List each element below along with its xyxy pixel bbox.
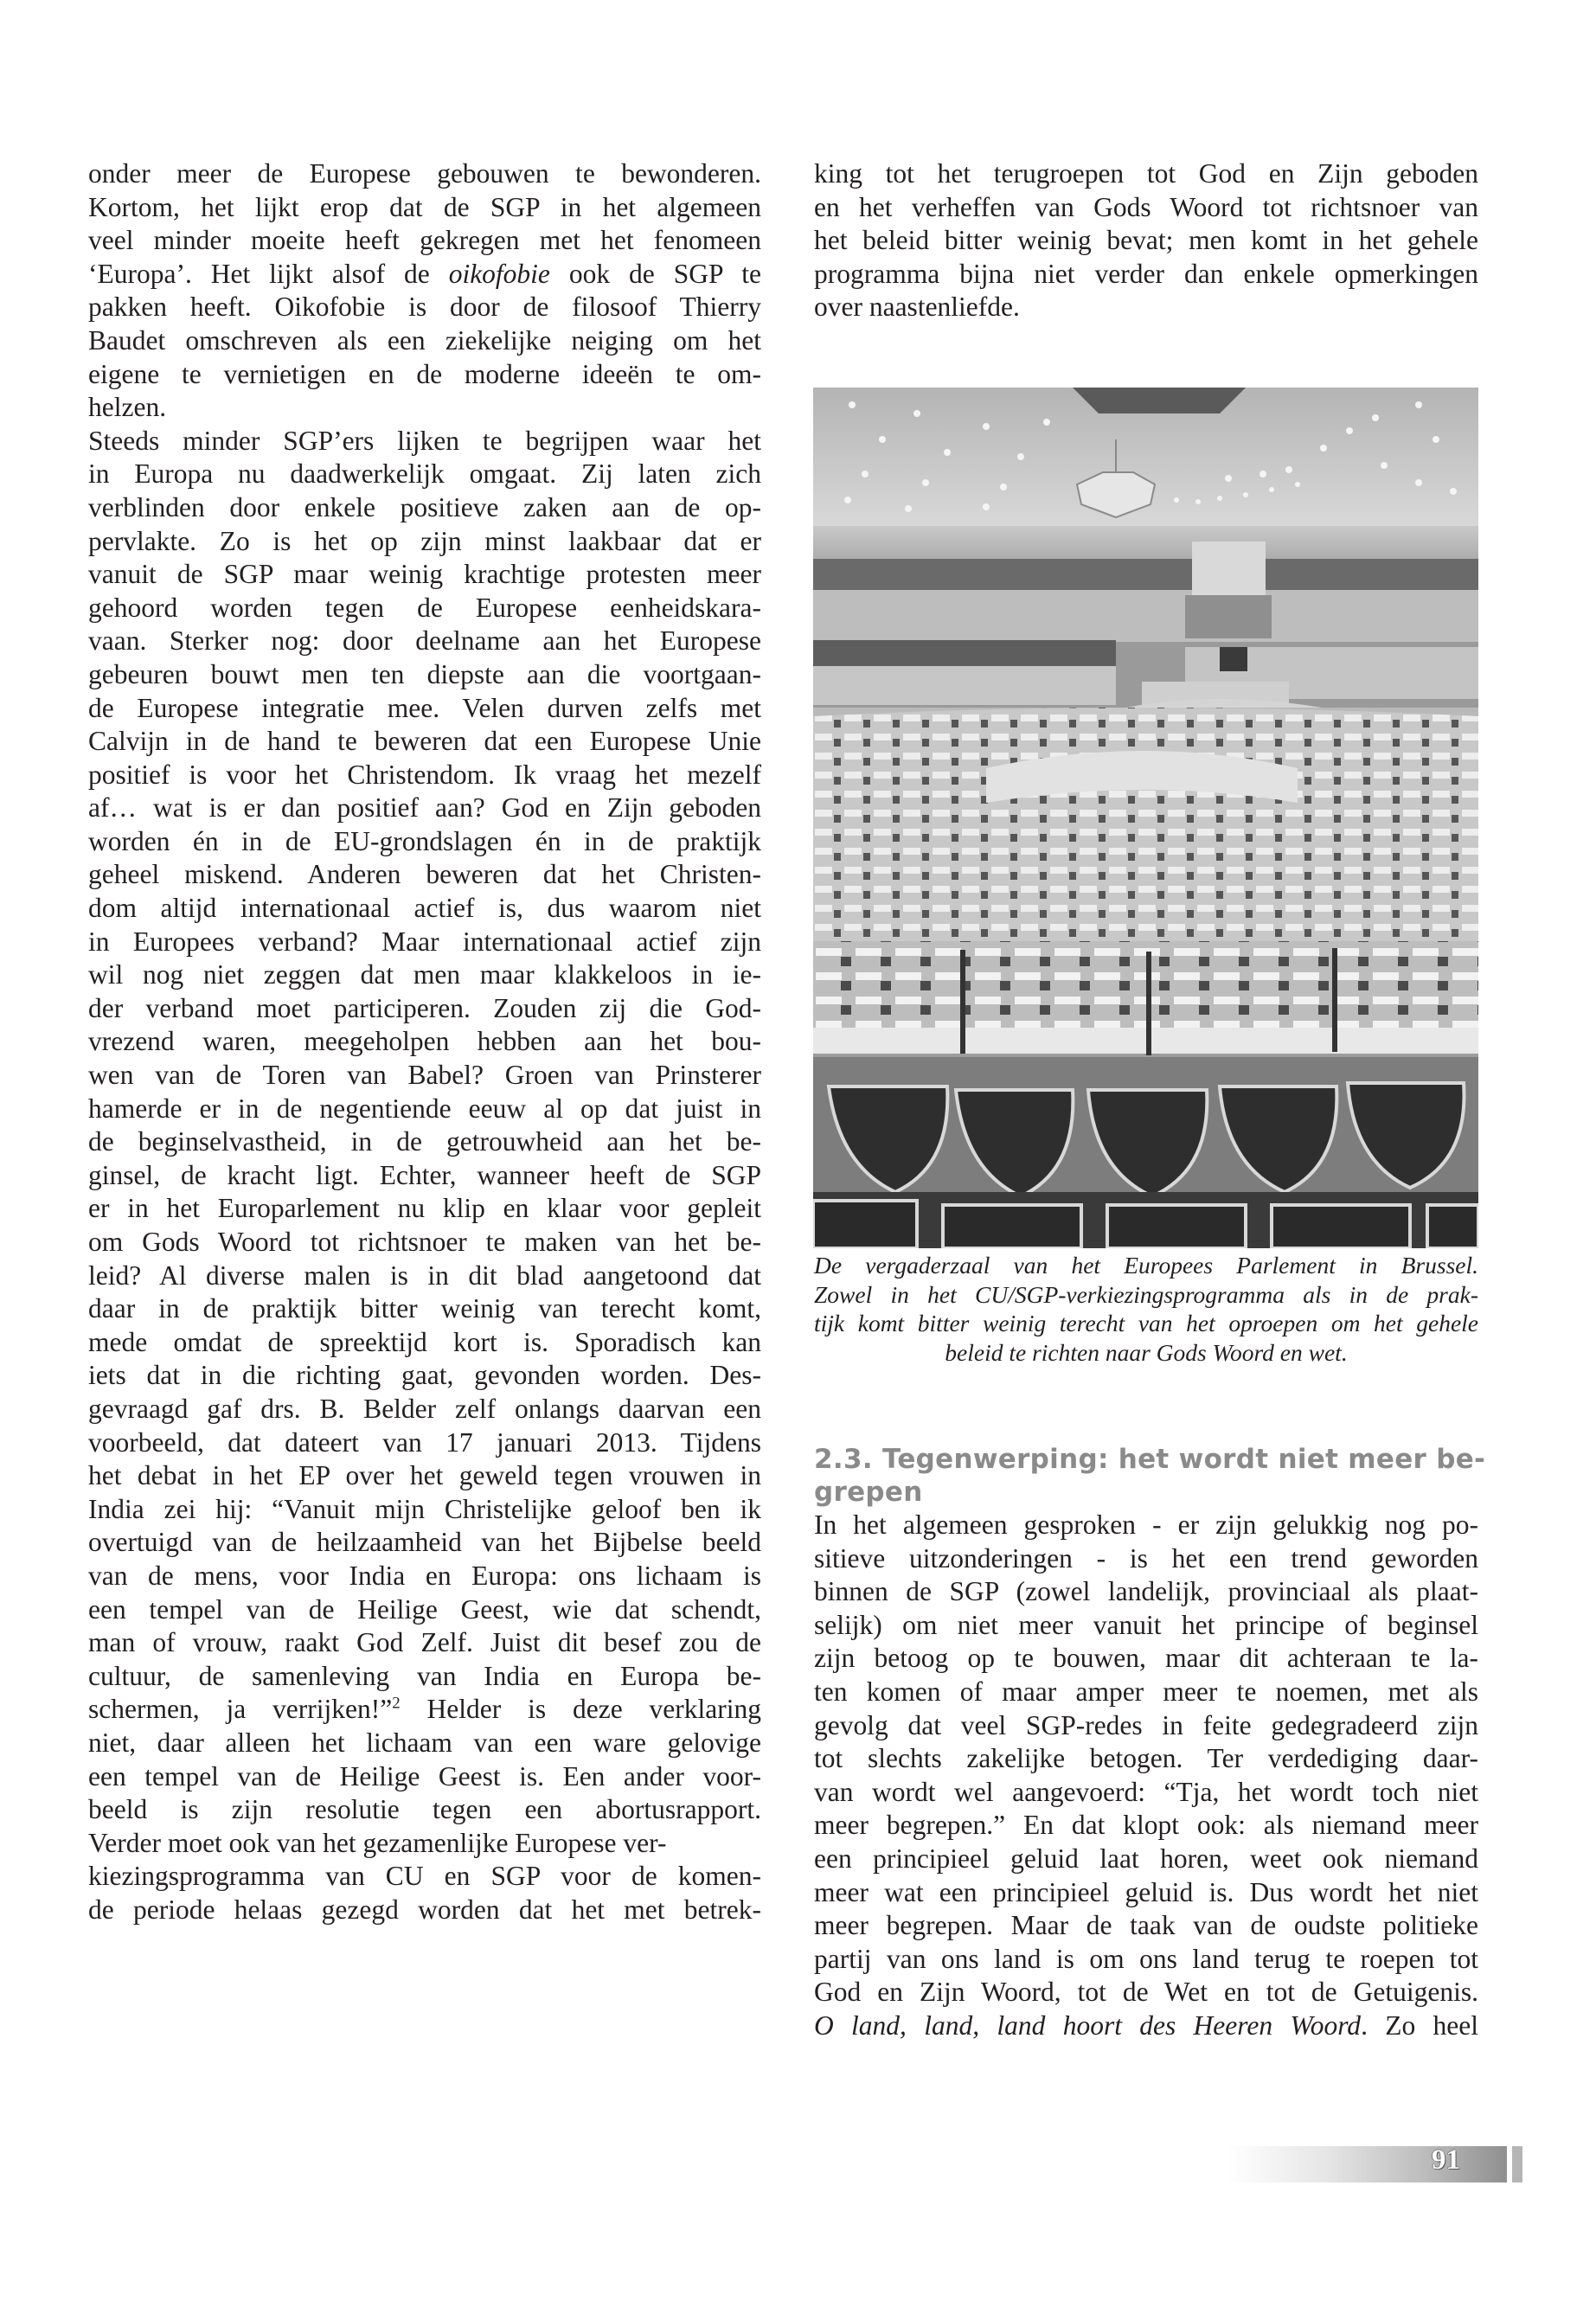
text-line: Calvijn in de hand te beweren dat een Europese Unie — [88, 726, 761, 757]
text-line: iets dat in die richting gaat, gevonden worden. Des- — [88, 1360, 761, 1391]
caption-line: Zowel in het CU/SGP-verkiezingsprogramma als in de prak- — [814, 1280, 1478, 1308]
text-line: in Europees verband? Maar internationaal actief zijn — [88, 926, 761, 957]
right-column-top — [814, 157, 1478, 324]
text-line: de Europese integratie mee. Velen durven zelfs met — [88, 692, 761, 723]
caption-line: De vergaderzaal van het Europees Parlement in Brussel. — [814, 1252, 1478, 1279]
text-run: schermen, ja verrijken!” — [88, 1694, 393, 1725]
text-line: veel minder moeite heeft gekregen met het fenomeen — [88, 225, 761, 256]
heading-line: grepen — [814, 1477, 923, 1508]
text-line — [814, 2009, 1478, 2043]
photo-caption — [814, 1251, 1478, 1367]
text-line: binnen de SGP (zowel landelijk, provinciaal als plaat- — [814, 1576, 1478, 1607]
text-line: onder meer de Europese gebouwen te bewonderen. — [88, 158, 761, 189]
text-line: overtuigd van de heilzaamheid van het Bijbelse beeld — [88, 1527, 761, 1558]
eu-flag — [1220, 647, 1247, 671]
page-number: 91 — [1432, 2144, 1460, 2176]
text-line: kiezingsprogramma van CU en SGP voor de komen- — [88, 1861, 761, 1892]
caption-line: beleid te richten naar Gods Woord en wet. — [945, 1338, 1348, 1366]
text-line: cultuur, de samenleving van India en Europa be- — [88, 1660, 761, 1691]
text-line: Baudet omschreven als een ziekelijke neiging om het — [88, 324, 761, 356]
text-line: vanuit de SGP maar weinig krachtige protesten meer — [88, 559, 761, 590]
parliament-photo-illustration — [813, 388, 1478, 1248]
text-line: eigene te vernietigen en de moderne ideeën te om- — [88, 358, 761, 389]
text-line: in Europa nu daadwerkelijk omgaat. Zij laten zich — [88, 458, 761, 490]
text-line: worden én in de EU-grondslagen én in de praktijk — [88, 825, 761, 856]
text-line: van wordt wel aangevoerd: “Tja, het wordt toch niet — [814, 1776, 1478, 1807]
text-line: geheel miskend. Anderen beweren dat het Christen- — [88, 859, 761, 890]
text-line: vaan. Sterker nog: door deelname aan het Europese — [88, 625, 761, 657]
text-line: partij van ons land is om ons land terug te roepen tot — [814, 1943, 1478, 1974]
text-run: ‘Europa’. Het lijkt alsof de — [88, 258, 449, 289]
page-number-bar-tab — [1512, 2146, 1522, 2182]
text-line: man of vrouw, raakt God Zelf. Juist dit besef zou de — [88, 1627, 761, 1658]
text-line: leid? Al diverse malen is in dit blad aangetoond dat — [88, 1259, 761, 1291]
text-line: niet, daar alleen het lichaam van een ware gelovige — [88, 1727, 761, 1758]
text-line: gebeuren bouwt men ten diepste aan die voortgaan- — [88, 658, 761, 689]
text-line: een tempel van de Heilige Geest, wie dat schendt, — [88, 1593, 761, 1625]
text-line: gevolg dat veel SGP-redes in feite gedegradeerd zijn — [814, 1709, 1478, 1740]
text-run: Helder is deze verklaring — [400, 1694, 762, 1725]
text-line: het debat in het EP over het geweld tegen vrouwen in — [88, 1460, 761, 1491]
text-line: meer wat een principieel geluid is. Dus wordt het niet — [814, 1876, 1478, 1907]
text-line: verblinden door enkele positieve zaken aan de op- — [88, 491, 761, 522]
text-line: Kortom, het lijkt erop dat de SGP in het algemeen — [88, 191, 761, 222]
left-column — [88, 157, 761, 1926]
text-line: positief is voor het Christendom. Ik vraag het mezelf — [88, 759, 761, 790]
text-line: daar in de praktijk bitter weinig van terecht komt, — [88, 1293, 761, 1324]
text-line: tot slechts zakelijke betogen. Ter verdediging daar- — [814, 1743, 1478, 1774]
text-line: er in het Europarlement nu klip en klaar voor gepleit — [88, 1193, 761, 1224]
text-line: ginsel, de kracht ligt. Echter, wanneer heeft de SGP — [88, 1159, 761, 1190]
text-line: wil nog niet zeggen dat men maar klakkeloos in ie- — [88, 959, 761, 990]
text-line: pervlakte. Zo is het op zijn minst laakbaar dat er — [88, 525, 761, 556]
text-line: een tempel van de Heilige Geest is. Een ander voor- — [88, 1760, 761, 1791]
text-line: en het verheffen van Gods Woord tot richtsnoer van — [814, 191, 1478, 222]
emphasis: O land, land, land hoort des Heeren Woord — [814, 2009, 1362, 2041]
text-line: dom altijd internationaal actief is, dus waarom niet — [88, 893, 761, 924]
text-line: beeld is zijn resolutie tegen een abortusrapport. — [88, 1794, 761, 1825]
text-line: af… wat is er dan positief aan? God en Zijn geboden — [88, 792, 761, 824]
footnote-ref: 2 — [392, 1694, 401, 1713]
text-line: zijn betoog op te bouwen, maar dit achteraan te la- — [814, 1643, 1478, 1674]
text-line: Verder moet ook van het gezamenlijke Europese ver- — [88, 1827, 667, 1858]
text-line: voorbeeld, dat dateert van 17 januari 2013. Tijdens — [88, 1426, 761, 1458]
text-line: het beleid bitter weinig bevat; men komt in het gehele — [814, 225, 1478, 256]
right-column-bottom — [814, 1509, 1478, 2043]
text-line: hamerde er in de negentiende eeuw al op dat juist in — [88, 1093, 761, 1124]
text-line: een principieel geluid laat horen, weet ook niemand — [814, 1843, 1478, 1874]
text-line: van de mens, voor India en Europa: ons lichaam is — [88, 1560, 761, 1591]
text-line: der verband moet participeren. Zouden zij die God- — [88, 992, 761, 1023]
parliament-photo — [813, 388, 1478, 1248]
text-run: ook de SGP te — [549, 258, 761, 289]
text-line — [88, 1693, 761, 1727]
heading-line: 2.3. Tegenwerping: het wordt niet meer be- — [814, 1444, 1486, 1475]
text-line: de beginselvastheid, in de getrouwheid aan het be- — [88, 1126, 761, 1157]
text-line: meer begrepen.” En dat klopt ook: als niemand meer — [814, 1810, 1478, 1841]
text-line — [88, 258, 761, 292]
text-line: selijk) om niet meer vanuit het principe of beginsel — [814, 1609, 1478, 1640]
text-line: ten komen of maar amper meer te noemen, met als — [814, 1676, 1478, 1707]
page-number-bar — [1228, 2146, 1507, 2182]
text-line: helzen. — [88, 392, 167, 423]
text-line: meer begrepen. Maar de taak van de oudste politieke — [814, 1910, 1478, 1941]
text-line: de periode helaas gezegd worden dat het met betrek- — [88, 1894, 761, 1925]
foreground-chairs — [813, 1083, 1478, 1248]
text-line: gehoord worden tegen de Europese eenheidskara- — [88, 592, 761, 623]
text-line: wen van de Toren van Babel? Groen van Prinsterer — [88, 1060, 761, 1091]
text-line: king tot het terugroepen tot God en Zijn geboden — [814, 158, 1478, 189]
emphasis: oikofobie — [448, 258, 550, 289]
text-line: over naastenliefde. — [814, 292, 1020, 323]
text-line: Steeds minder SGP’ers lijken te begrijpen waar het — [88, 425, 761, 456]
text-line: programma bijna niet verder dan enkele opmerkingen — [814, 258, 1478, 289]
text-line: mede omdat de spreektijd kort is. Sporadisch kan — [88, 1326, 761, 1357]
text-line: India zei hij: “Vanuit mijn Christelijke geloof ben ik — [88, 1493, 761, 1524]
text-line: sitieve uitzonderingen - is het een trend geworden — [814, 1542, 1478, 1574]
caption-line: tijk komt bitter weinig terecht van het oproepen om het gehele — [814, 1310, 1478, 1336]
text-line: God en Zijn Woord, tot de Wet en tot de Getuigenis. — [814, 1977, 1478, 2008]
text-line: gevraagd gaf drs. B. Belder zelf onlangs daarvan een — [88, 1393, 761, 1424]
text-line: om Gods Woord tot richtsnoer te maken van het be- — [88, 1227, 761, 1257]
text-line: pakken heeft. Oikofobie is door de filosoof Thierry — [88, 292, 761, 323]
text-line: vrezend waren, meegeholpen hebben aan het bou- — [88, 1026, 761, 1057]
text-line: In het algemeen gesproken - er zijn gelukkig nog po- — [814, 1509, 1478, 1540]
text-run: . Zo heel — [1361, 2009, 1478, 2041]
section-heading — [814, 1443, 1486, 1509]
